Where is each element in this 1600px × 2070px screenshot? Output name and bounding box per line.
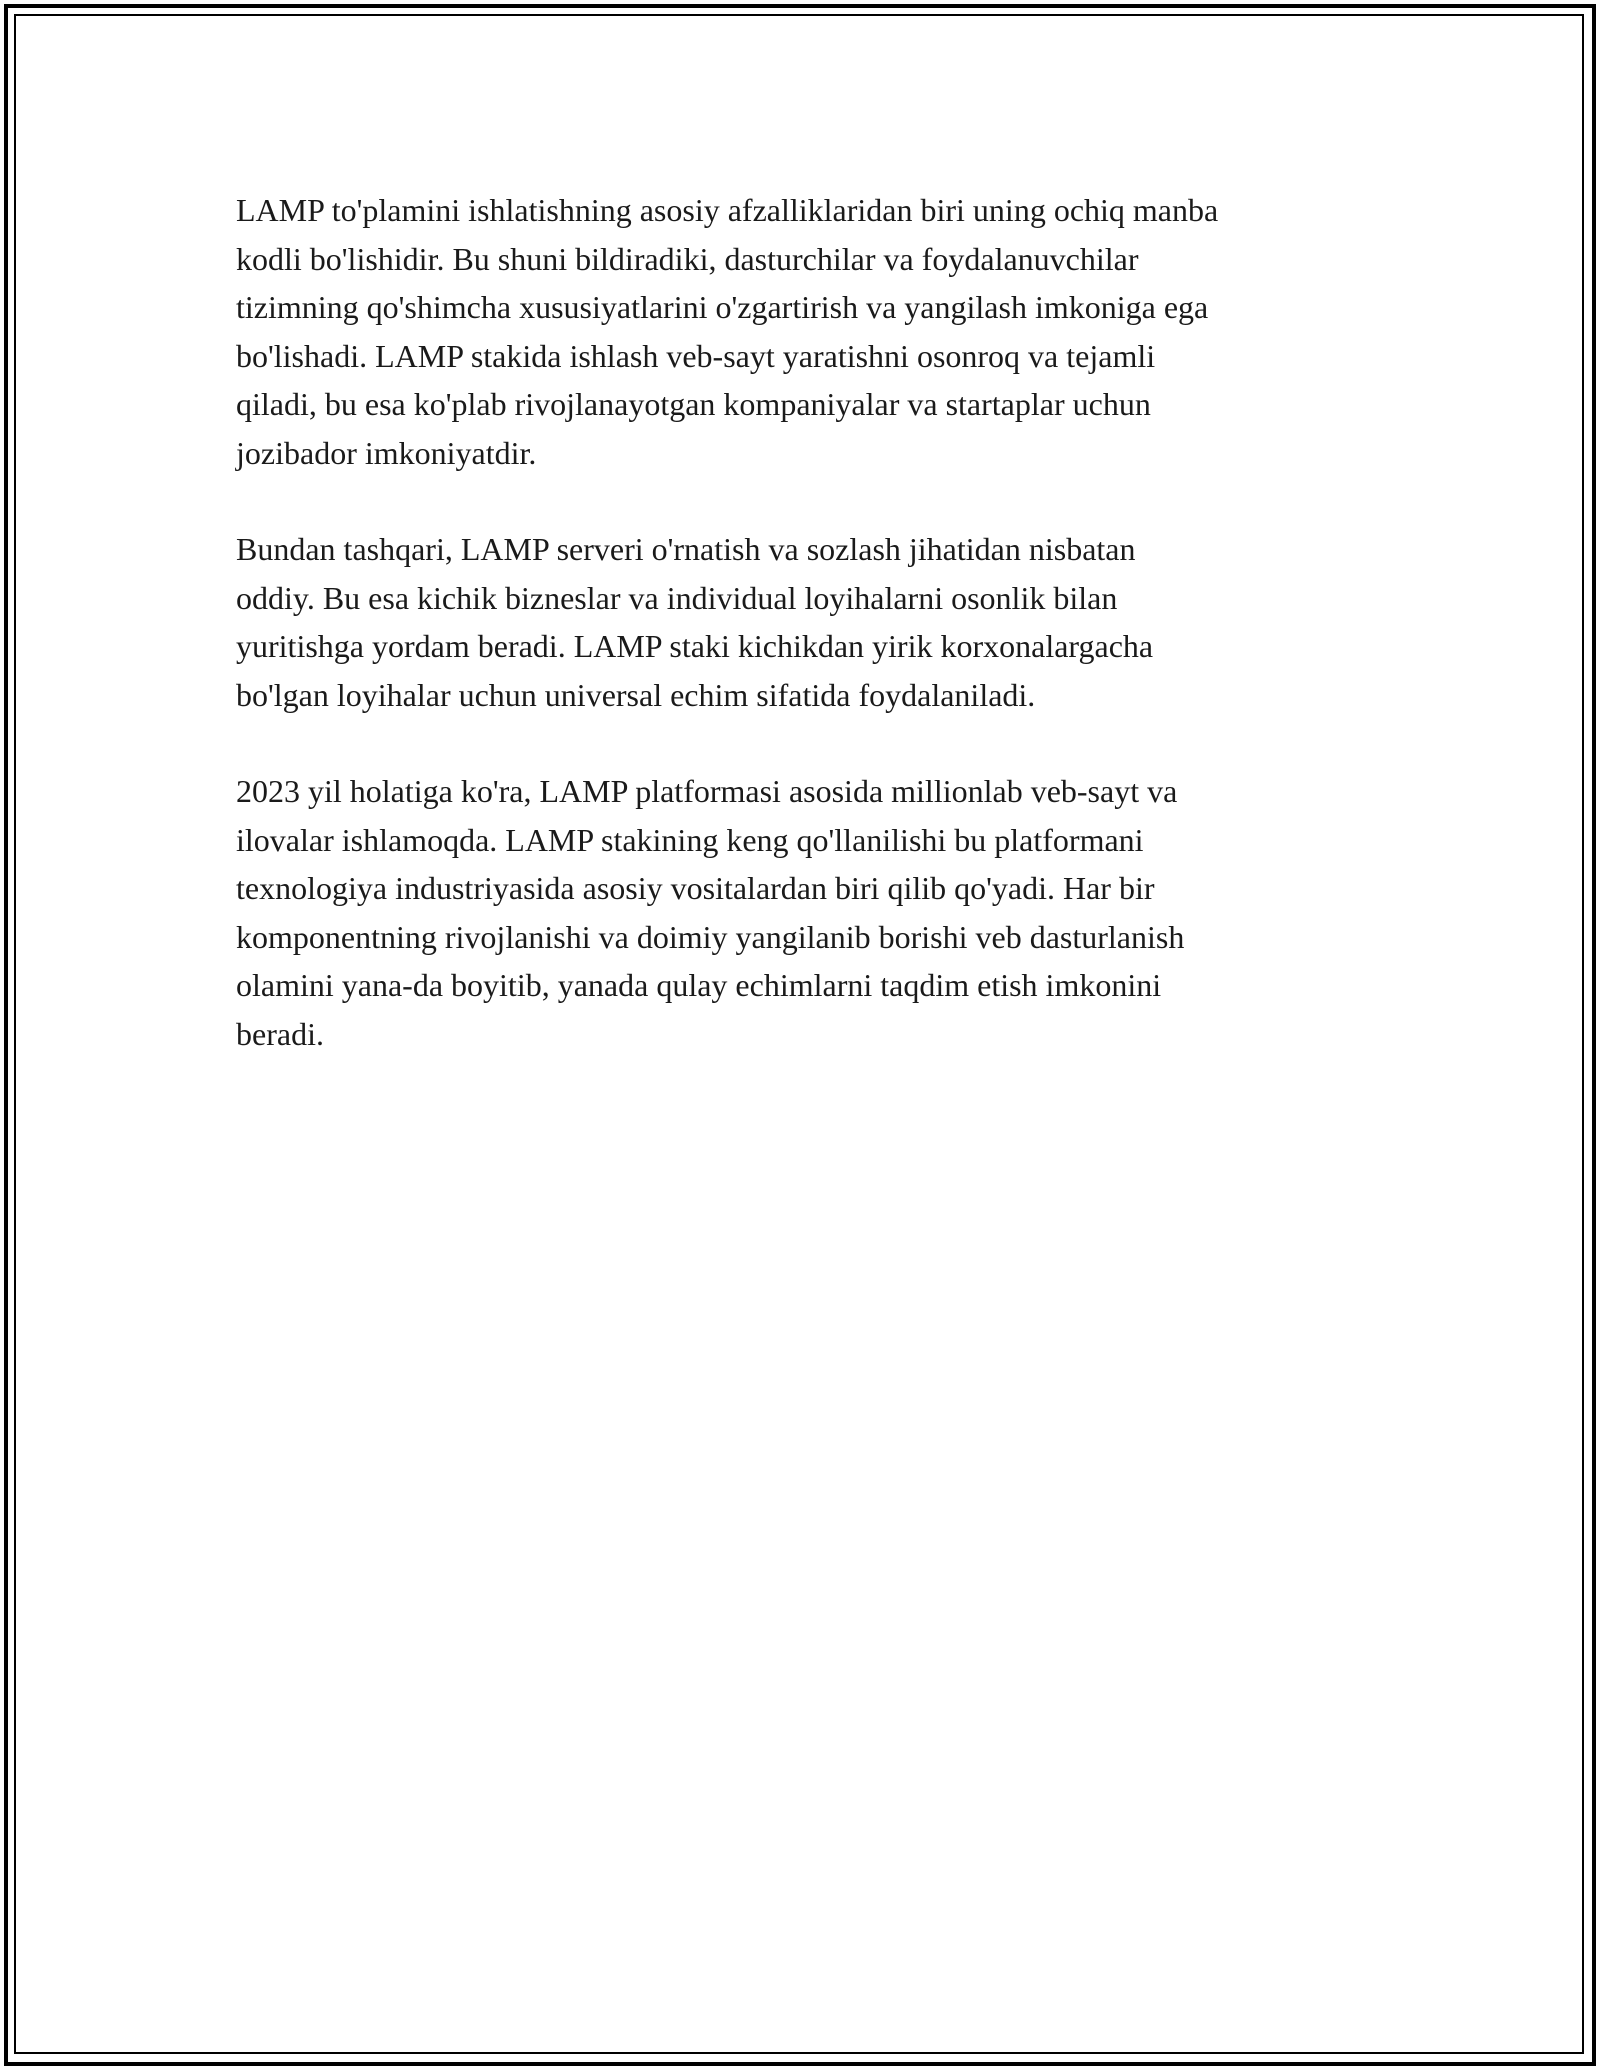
paragraph-3: 2023 yil holatiga ko'ra, LAMP platformasi asosida millionlab veb-sayt va ilovalar ishlamoqda. LAMP stakining keng qo'llanilishi bu platformani texnologiya industriyasida asosiy vositalardan biri qilib qo'yadi. Har bir komponentning rivojlanishi va doimiy yangilanib borishi veb dasturlanish olamini yana-da boyitib, yanada qulay echimlarni taqdim etish imkonini beradi.: [236, 773, 1185, 1052]
document-body: [236, 186, 1386, 1106]
paragraph-1: LAMP to'plamini ishlatishning asosiy afzalliklaridan biri uning ochiq manba kodli bo'lishidir. Bu shuni bildiradiki, dasturchilar va foydalanuvchilar tizimning qo'shimcha xususiyatlarini o'zgartirish va yangilash imkoniga ega bo'lishadi. LAMP stakida ishlash veb-sayt yaratishni osonroq va tejamli qiladi, bu esa ko'plab rivojlanayotgan kompaniyalar va startaplar uchun jozibador imkoniyatdir.: [236, 192, 1219, 471]
paragraph-2: Bundan tashqari, LAMP serveri o'rnatish va sozlash jihatidan nisbatan oddiy. Bu esa kichik bizneslar va individual loyihalarni osonlik bilan yuritishga yordam beradi. LAMP staki kichikdan yirik korxonalargacha bo'lgan loyihalar uchun universal echim sifatida foydalaniladi.: [236, 531, 1154, 713]
